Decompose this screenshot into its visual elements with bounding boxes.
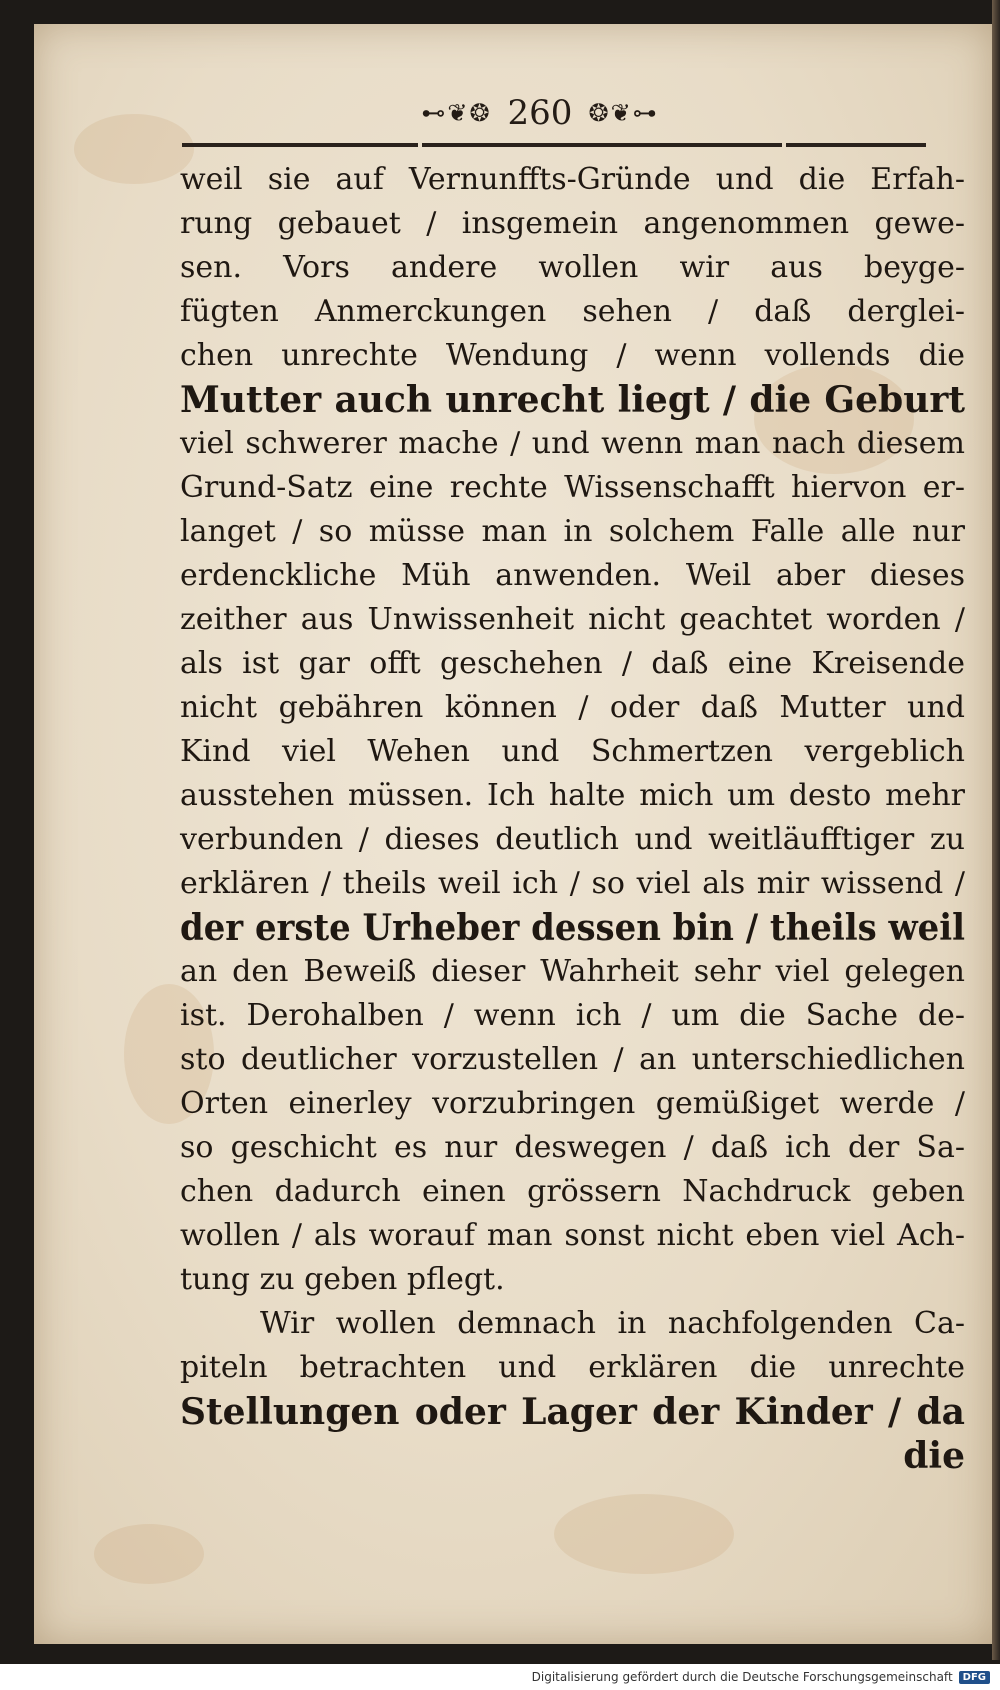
text-line: rung gebauet / insgemein angenommen gewe- [180,206,965,241]
dfg-logo: DFG [959,1671,990,1684]
text-line: so geschicht es nur deswegen / daß ich der Sa- [180,1130,965,1165]
body-text [180,158,965,1478]
header-rule [786,143,926,147]
header-rule [422,143,782,147]
text-line: verbunden / dieses deutlich und weitläufftiger zu [180,822,965,857]
text-line: an den Beweiß dieser Wahrheit sehr viel gelegen [180,954,965,989]
header-ornament-left: ⊷❦❂ [421,99,492,127]
text-line: langet / so müsse man in solchem Falle alle nur [180,514,965,549]
text-line: weil sie auf Vernunffts-Gründe und die Erfah- [180,162,965,197]
paper-stain [554,1494,734,1574]
text-line: Grund-Satz eine rechte Wissenschafft hiervon er- [180,470,965,505]
text-line: der erste Urheber dessen bin / theils weil [180,907,966,949]
text-line: piteln betrachten und erklären die unrechte [180,1350,965,1385]
text-line: sto deutlicher vorzustellen / an unterschiedlichen [180,1042,965,1077]
text-line: Kind viel Wehen und Schmertzen vergeblich [180,734,965,769]
digitization-credit [0,1664,1000,1690]
text-line: ist. Derohalben / wenn ich / um die Sache de- [180,998,965,1033]
page-header [160,88,920,138]
paper-stain [94,1524,204,1584]
text-line: wollen / als worauf man sonst nicht eben viel Ach- [180,1218,965,1253]
text-line: Orten einerley vorzubringen gemüßiget werde / [180,1086,965,1121]
text-line: Wir wollen demnach in nachfolgenden Ca- [260,1306,965,1341]
text-line: erdenckliche Müh anwenden. Weil aber dieses [180,558,965,593]
book-edge [992,0,1000,1660]
header-ornament-right: ❂❦⊶ [588,99,659,127]
text-line: erklären / theils weil ich / so viel als mir wissend / [180,866,965,901]
text-line: Stellungen oder Lager der Kinder / da [180,1391,965,1433]
text-line: ausstehen müssen. Ich halte mich um desto mehr [180,778,965,813]
credit-text: Digitalisierung gefördert durch die Deutsche Forschungsgemeinschaft [531,1670,953,1684]
text-line: Mutter auch unrecht liegt / die Geburt [180,379,965,421]
page-number: 260 [507,93,573,133]
text-line: sen. Vors andere wollen wir aus beyge- [180,250,965,285]
text-line: als ist gar offt geschehen / daß eine Kreisende [180,646,965,681]
header-rule [182,143,418,147]
text-line: chen dadurch einen grössern Nachdruck geben [180,1174,965,1209]
text-line: chen unrechte Wendung / wenn vollends die [180,338,965,373]
text-line: fügten Anmerckungen sehen / daß derglei- [180,294,965,329]
catchword: die [903,1435,965,1477]
text-line: nicht gebähren können / oder daß Mutter und [180,690,965,725]
text-line: tung zu geben pflegt. [180,1262,505,1297]
text-line: zeither aus Unwissenheit nicht geachtet worden / [180,602,965,637]
text-line: viel schwerer mache / und wenn man nach diesem [180,426,965,461]
